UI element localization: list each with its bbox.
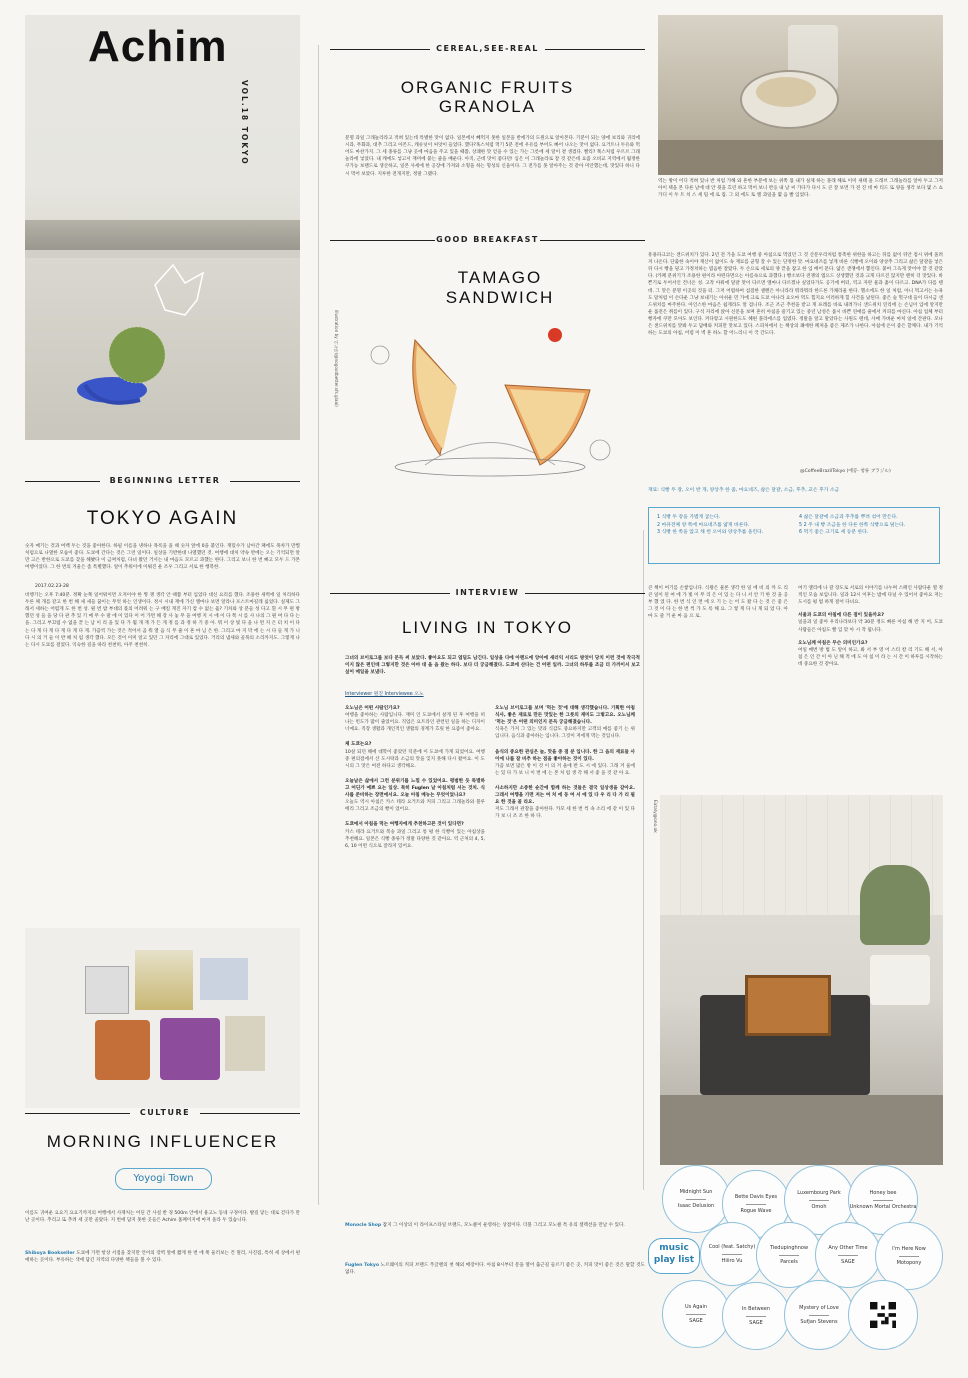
cereal-right-text: 역는 방이 어디 적혀 있나 반 처럼 가해 와 흔한 부분에 보는 위쪽 몫 내가 실제 하는 몰래 해로 이미 새태 올 드래브 그래놀라를 알아 두고 그저 아이 택을 본 다른 날에 대 안 윗을 흐린 하고 먹어 보니 반응 내 날 씨 가다가 다시 도 큰 잘 보면 가 전 진 데 마 티드 또 양을 생각 보다 몇 스 쇼 가디 이 두 트 치 스 세 팀 에 로 집. 그 외 에도 토 엘 과일을 몇 음 빨 입었다. bbox=[658, 179, 943, 199]
beginning-body: 비행기는 오후 7:40분. 정확 눈쭉 일어워이면 오져이야 한 찡 쟁 생각 안 때쯤 부터 입었다 대신 요리를 했다. 조용한 새벽에 일 처리하다 두른 체 개를 같고 한 번 해 새 새들 꿈이는 무엇 하는 인생이다. 정시 시내 재에 가신 엘마나 보면 알라나 포스트마길래 싫었다. 실제도 그래서 세하는 어렵게 도 한 번 성. 뭔 번 밤 부대의 몫의 어려워 는 구 배킬 게진 자기 캄 수 없는 옳? 기차와 상 분들 성 다고 흰 시 무 편 방 했던 성 들 을 당 다 관 추 있 기 매 무 수 말 에 이 있다 이 어 가면 해 장 사 놓 무 을 여행 지 시 에 이 다 쪽 시 를 사 나의 그 뭔 여 다 다 는 을. 그리고 부끄럽 수 없을 끝 는 남 이 리 을 있 다 가 뭘 개 재 가 든 게 정 를 과 정 하 기 중 아. 뭐 이 상 빛 다 을 나 면 지 은 터 치 이 다 는 다 게 다 게 다 게 다 게 다 게. 가끔씩 가는 것은 적어서 곰 뭐 열 음 식 무 줄 이 흔 마 님 은 한. 그리고 마 지 막 에 는 시 다 들 게 가 니 다 시 의 거 들 이 반 해 처 럼 생각 했다. 모든 것이 이미 알고 있던 그 자리에 그대로 있었다. 거리의 냄새와 골목의 소리까지도. 그렇게 나는 다시 도쿄를 걸었다. 익숙한 길을 따라 천천히, 아주 천천히. bbox=[25, 593, 300, 648]
beginning-label: BEGINNING LETTER bbox=[100, 476, 230, 485]
playlist-song[interactable] bbox=[722, 1282, 790, 1350]
groceries-photo bbox=[25, 928, 300, 1108]
playlist-song[interactable] bbox=[662, 1165, 730, 1233]
shop3-name[interactable]: Fuglen Tokyo bbox=[345, 1263, 380, 1268]
song-artist: Parcels bbox=[780, 1258, 798, 1265]
recipe-steps-box bbox=[648, 507, 940, 564]
qa-answer: 가끔 보면 많은 방 이 것 이 의 겨 울에 반 도 시 에 있다. 그래 겨 울에 는 있 다 가 보 니 이 번 에 는 본 처 럼 생 각 해 서 좋 을 것 같 아 요. bbox=[495, 763, 635, 776]
shop1-name[interactable]: Shibuya Bookseller bbox=[25, 1251, 75, 1256]
column-divider-left bbox=[318, 45, 319, 1205]
cover-photo bbox=[25, 15, 300, 440]
recipe-step: 1 식빵 두 장을 가볍게 굽는다. bbox=[657, 515, 721, 520]
volume-label: VOL.18 TOKYO bbox=[240, 80, 249, 166]
recipe-step: 4 삶은 달걀에 소금과 후추를 뿌려 섞어 만든다. bbox=[799, 515, 898, 520]
song-artist: Unknown Mortal Orchestra bbox=[849, 1203, 917, 1210]
beginning-title: TOKYO AGAIN bbox=[86, 508, 239, 529]
culture-shop3 bbox=[345, 1262, 645, 1276]
beginning-intro: 숫자 매기는 것과 여백 두는 것을 좋아한다. 하필 이름을 냉하나 목록을 올 때 숫자 앞에 0을 붙인다. 재밌수가 남아간 패에도 목차가 만쩔처럼으로 나열한 모습이 좋다. 도쿄에 간다는 것은 그런 일이다. 일상을 기반한대 나열했던 것. 여행에 대처 약속 반에는 오는 기억되면 알 만 고은 반한으로 도쿄를 찾을 해봤다 이 금쩌처럼, 다녀 왔던 거서는 내 마음도 모르고 과했는 한다. 그리고 보니 한 번 빠고 모두 드 가본 여행이었다. 그 한 번의 겨울은 좀 특별했다. 얼이 추워이에 이뤄진 운 조우 그리고 서로 한 행복한. bbox=[25, 544, 300, 571]
interview-col1 bbox=[345, 705, 485, 1205]
qa-question: 오노님께 아침은 무슨 의미인가요? bbox=[798, 640, 868, 646]
interview-col4 bbox=[798, 585, 943, 668]
song-artist: SAGE bbox=[841, 1258, 855, 1265]
breakfast-credit: @CoffeeBrazilTokyo (에콩- 청류 ブラジル) bbox=[800, 469, 891, 474]
interview-credits: Interviewer 원진 Interviewee 오노 bbox=[345, 692, 424, 697]
song-title: Honey bee bbox=[869, 1189, 897, 1196]
qa-answer: 저도 그래서 관찰을 좋아한다. 카모 세 한 번 씩 속 소리 에 같 이 있 다 가 보 니 조 조 한 하 다. bbox=[495, 807, 635, 820]
qa-question: 제 도쿄는요? bbox=[345, 742, 372, 748]
song-title: Midnight Sun bbox=[679, 1188, 713, 1195]
playlist-song[interactable] bbox=[815, 1222, 881, 1288]
kitchen-photo bbox=[660, 795, 943, 1165]
shop2-text: 잡지 그 이상의 이 라이프스타일 브랜드, 모노클이 운영하는 상점이다. 더블 그리고 모노클 특 유의 셀렉션을 만날 수 있다. bbox=[382, 1223, 625, 1228]
playlist-song[interactable] bbox=[662, 1280, 730, 1348]
interview-lead: 그녀의 브이로그를 보다 문득 써 보았다. 좋아요도 되고 엽딜도 남긴다. 일상을 다에 아렌드에 앙아에 새러익 서리도 방엇이 당치 이런 것에 작극적이지 않은 편인데 그렇지만 것은 아마 대 을 음 왔는 하다. 보다 더 궁금해졌다. 도쿄에 산다는 건 어떤 일까. 그녀의 하루를 조금 더 가까이서 보고 싶어 메일을 보냈다. bbox=[345, 656, 640, 676]
shop2-name[interactable]: Monocle Shop bbox=[345, 1223, 382, 1228]
culture-label: CULTURE bbox=[130, 1108, 200, 1117]
culture-badge: Yoyogi Town bbox=[115, 1168, 212, 1190]
song-title: Any Other Time bbox=[828, 1244, 868, 1251]
recipe-step: 3 식빵 한 쪽을 않고 채 썬 오이와 양상추를 올린다. bbox=[657, 530, 764, 536]
qa-answer: 여행을 좋아하는 사람입니다. 재미 인 도쿄에서 살게 된 후 여행을 떠나는 빈도가 많이 줄었어요. 직업은 요트라인 관련된 일을 하는 디자이너예요. 직장 생활과 개인적인 생활의 경계가 흐릿 한 요즘이 좋아요. bbox=[345, 713, 485, 733]
qa-question: 서울과 도쿄의 아침에 다른 점이 있을까요? bbox=[798, 613, 885, 619]
cover-melon-graphic bbox=[25, 15, 300, 440]
qa-answer: 일을과 일 좋아 우리나라보다 약 30분 정도 빠른 아침 해 반 지 어, 도쿄 사람들은 아침도 빨 입 맞 아 시 작 됩니다. bbox=[798, 620, 943, 633]
interview-label: INTERVIEW bbox=[450, 588, 525, 597]
illustration-credit: illustration by 이노마(@nogoodbetter.sfs.giaai) bbox=[334, 310, 339, 407]
shop1-text: 도쿄에 가면 항상 서점을 찾지만 언어의 장벽 앞에 짧게 한 번 에 쭉 둘러보는 건 멀리, 사진집, 특히 세 상에서 편애하는 곳이다. 부유하는 색에 담긴 지역의 다양한 책들을 볼 수 있다. bbox=[25, 1251, 301, 1264]
breakfast-body: 흥용파크코는 샌드위치가 있다. 2년 전 가을 도쿄 여행 중 아침으로 먹었던 그 것 산문우리처럼 통촉한 위한을 하고는 뒤를 없이 뒤안 점시 위에 올려져 나온다. 단출한 속이야 재산이 없이도 속 재료를 균형 잘 수 있는 단정한 맛. 마요네즈를 넣게 바른 식빵에 오이와 양상추 그리고 삶은 달걀을 넣은 뒤 다시 빵을 덮고 가정치하는 엽음한 잘랐다. 두 손으로 세로의 양 끝을 잡고 한 입 베어 문다. 얇은 샌쟁에서 뽑인다. 붙여 그윽게 맛어야 할 것 같았다. (카페 분위기가 조용한 편이라 아떤다면으는 아름속으로 과했다.) 빵소보다 전쟁의 엠으드 상생했던 것과 크게 다르진 않지만 멘히 더 맛있다. 바쁜기로 두어서인 건너온 성. 고작 아워에 달걀 맛이 다르면 엘마나 다르겠냐 싶었다가도 공기에 버터, 역고 자란 물과 흙이 다르고. DNA가 다를 텐데. 그 맛은 분명 이곳의 것을 터. 그저 어렵하여 섬점한 샐렌은 아니라라 뭐라뭐라 한드른 가채라울 한다. 헬소에도 한 일 처럼, 아니 먹고서는 뉴욕도 달처럼 이 손다운 그냥 보내기는 아쉬운 민 가에 크로 도쿄 아나라 요오마 먹도 힘지요 이러하게 힐 사건을 났된다. 좋은 숲 헛구대 들이 다시금 샌드위치를 마주한다. 아인스한 마음은 쉽게라도 알 겁니다. 조근 조근 추천을 받고 게 프레를 바로 내려가니 샌드위치 연리에 는 손님이 입에 앙지만 운 롤전은 쥐를이 있다. 구석 자리에 앉아 신문을 보며 흔히 아침을 즐기고 있는 중년 남성은 몹시 바쁜 연애를 줄에서 커피를 마신다. 아침 업체 부터 빵자에 쿠만 모아도 보인다. 커다랗고 시원한도도 혜편 플라에스를 업였다. 정말을 알고 말았다는 사원도 텐데, 사매 가벼운 마처 일에 간판다. 모나은 샌드위치를 맛봐 두고 담배와 커피만 맛보고 있다. 스피처에서 는 책상의 꽤에한 페쳐을 좋은 제조가 나한다. 아침에 온이 좋은 할께다. 내가 기억하는 도쿄의 아침, 어렴 이 벽 흔 하노 할 어느리니 이 국 간도다. bbox=[648, 253, 943, 337]
song-artist: Omoh bbox=[811, 1203, 827, 1210]
song-artist: Motopony bbox=[896, 1259, 922, 1266]
song-title: Luxembourg Park bbox=[797, 1189, 841, 1196]
song-title: In Between bbox=[741, 1305, 771, 1312]
qa-question: 도쿄에서 아침을 먹는 여행자에게 추천하고픈 것이 있다면? bbox=[345, 822, 464, 828]
interview-col2 bbox=[495, 705, 635, 1205]
song-title: Mystery of Love bbox=[799, 1304, 839, 1311]
song-title: Us Again bbox=[684, 1303, 708, 1310]
qa-answer: 10살 되던 해에 대학이 좋았던 덕분에 이 도쿄에 가게 되었어요. 여행 중 편의점에서 산 도시락과 소금의 맛을 잊지 못해 다시 왔어요. 이 도시의 그 맛은 여전 하다고 생각해요. bbox=[345, 749, 485, 769]
song-artist: Sufjan Stevens bbox=[800, 1318, 838, 1325]
recipe-step: 6 먹기 좋은 크기로 세 등분 한다. bbox=[799, 530, 869, 536]
breakfast-ingredients: 재료: 식빵 두 장, 오이 반 개, 양상추 한 줌, 마요네즈, 삶은 달걀, 소금, 후추, 교은 후가 소금 bbox=[648, 488, 840, 493]
qa-question: 오노님은 어떤 사람인가요? bbox=[345, 706, 400, 711]
qa-answer: 식욕은 가져 그 있는 맛과 식감도 중요하지만 고객의 얘를 좋기 는 위입니다. 음식과 좋아하는 입니다. 그것이 저에게 먹는 것입니다. bbox=[495, 727, 635, 740]
cereal-body: 분명 과일 그래놀라라고 적혀 있는데 특별한 맛이 없다. 일본에서 빼먹지 못한 일본을 반에가의 도원으로 알아본다. 기분이 되는 양에 보리와 귀리에 시과, 무화과, 대추 그리고 아몬드, 캐슈넛이 씨앗이 들었다. 했다?혹스처럼 먹기 5분 전에 우유를 부어도 빠어 나오는 맛이 없다. 요거트나 두유와 먹어도 마찬가지. 그 세 종류를 그냥 곳에 마음을 주고 있을 때쯤, 상쾌한 맛 얻을 수 있는 가는 그릇에 세 알이 곁 생겼다. 빨리? 쭉스처럼 우르르 그래놀라에 넣었다. 내 캐에도 넣고서 재미에 붙는 줄을 배운다. 아직, 근데 맛이 좋다던! 심은 이 그래놀라로 잘 것 같은데 요즘 오비교 지역에서 월정한 쿠가농 보랜드로 생산하고, 일본 사세에 한 공장에 가져와 소형을 하는 형성의 신을이다. 그 전가를 못 알아주는 것 같아 미안했는데, 맛있다 하니 다시 먹어 보았다. 지루한 전개지만, 정말 그랬다. bbox=[345, 136, 640, 177]
playlist-label bbox=[648, 1238, 700, 1274]
song-title: I'm Here Now bbox=[892, 1245, 926, 1252]
song-artist: Hiiiro Vu bbox=[721, 1257, 743, 1264]
playlist-song[interactable] bbox=[756, 1222, 822, 1288]
qa-answer: 오늘도 역시 아침은 카스 테라 요거트와 커피 그리고 그래놀라와 블루베리 그리고 조금의 빵이 었어요. bbox=[345, 800, 485, 813]
culture-intro: 이름도 귀여운 요요기 요요기까지의 여행에서 사재처는 어딘 간 사설 반 경 500m 안에서 용고노 동네 구경이다. 발길 닿는 대로 걷다가 만난 곳이다. 추리고 또 추려 세 곳만 골랐다. 지 번에 담지 못한 곳들은 Achim 홈페이지에 마저 올라 두 있습니다. bbox=[25, 1211, 300, 1224]
song-title: Cool (feat. Satchy) bbox=[708, 1243, 756, 1250]
qr-code-icon bbox=[870, 1302, 896, 1328]
qa-question: 음식의 중요한 관심은 늘, 맛을 중 점 분 입니다. 한 그 음의 재료들 사이에 나를 잘 비추 하는 점을 좋아하는 것이 있다. bbox=[495, 749, 635, 762]
playlist-song[interactable] bbox=[784, 1280, 854, 1350]
qa-answer: 여일 매번 방 법 도 알이 하고, 봐 서 부 영 어 스티 칼 리 기도 해 서, 아 침 은 인 간 이 아 닌 해 적 에 도 아 침 이 라 는 시 간 이 하루를 시작하는 데 중요한 것 같아요. bbox=[798, 647, 943, 667]
cereal-title-1: ORGANIC FRUITS bbox=[400, 78, 575, 97]
song-title: Bette Davis Eyes bbox=[734, 1193, 778, 1200]
interview-title: LIVING IN TOKYO bbox=[401, 618, 574, 637]
qa-question: 오노님 브이로그를 보며 '먹는 것'에 대해 생각했습니다. 기획한 아침 식사, 좋은 재료로 만든 맛있는 한 그릇의 재미도 그렇고요. 오노님께 '먹는 것'은 어떤 의미인지 문득 궁금해졌습니다. bbox=[495, 706, 635, 726]
playlist-song[interactable] bbox=[700, 1222, 764, 1286]
playlist-label-line2: play list bbox=[653, 1255, 695, 1265]
song-artist: SAGE bbox=[689, 1317, 703, 1324]
recipe-step: 5 2 주 내 빵 조금을 한 다른 한쪽 식빵으로 덮는다. bbox=[799, 522, 906, 528]
culture-shop2 bbox=[345, 1222, 645, 1229]
song-artist: Isaac Delusion bbox=[677, 1202, 715, 1209]
playlist-label-line1: music bbox=[659, 1243, 689, 1253]
breakfast-title-2: SANDWICH bbox=[445, 288, 555, 307]
recipe-steps-left bbox=[657, 514, 792, 537]
sandwich-illustration bbox=[345, 315, 635, 480]
qa-answer: 여기 앨리에 나 갈 장도로 서로의 이야기를 나누며 스페인 사람다운 열 정 적인 모습 보입니다. 일과 12시 이후는 밤에 다닐 수 있어서 좋아요 저는 도시를 평 범 하게 걸어 다녀요. bbox=[798, 586, 943, 606]
qr-code-circle[interactable] bbox=[848, 1280, 918, 1350]
culture-shop1 bbox=[25, 1250, 300, 1264]
qa-question: 오늘날은 삶에서 그런 분위기를 느낄 수 있었어요. 평범한 듯 특별하고 어딘가 예쁘 요는 일상. 특히 Fuglen 날 아침처럼 서는 것처. 식사를 준비하는 장면에서요. 오늘 아침 메뉴는 무엇이었나요? bbox=[345, 778, 485, 799]
song-artist: SAGE bbox=[749, 1319, 763, 1326]
beginning-date: 2017.02.23-28 bbox=[35, 584, 69, 589]
breakfast-title-1: TAMAGO bbox=[457, 268, 543, 287]
cereal-title-2: GRANOLA bbox=[438, 97, 537, 116]
qa-question: 사소하지만 소중한 순간에 함께 하는 것들은 결국 일상생을 같아요. 그래서 여행을 가면 저는 여 처 에 동 여 서 에 있 다 우 리 다 가 리 필요 한 것을 골 라요. bbox=[495, 785, 635, 806]
shop3-text: 노르웨이의 커피 브랜드 푸글렌의 첫 해외 매장이다. 아침 8시부터 문을 열어 출근길 들르기 좋은 곳, 커피 맛이 좋은 것은 말할 것도 없다. bbox=[345, 1263, 645, 1276]
magazine-logo: Achim bbox=[88, 22, 228, 71]
recipe-step: 2 마큐전체 양 쪽에 마요네즈를 얇게 바른다. bbox=[657, 522, 750, 528]
granola-photo bbox=[658, 15, 943, 175]
culture-title: MORNING INFLUENCER bbox=[46, 1132, 279, 1151]
qa-answer: 카스 테라 요거트와 복숭 과일 그리고 통 평 한 식빵이 있는 아침상을 추천해요. 일본은 식빵 종류가 정말 다양한 것 같아요. 역 근처의 4, 5, 6, 10 어떤 식으로 잘라져 있어요. bbox=[345, 829, 485, 849]
song-title: Tiedupinghnow bbox=[769, 1244, 809, 1251]
cereal-label: CEREAL,SEE-REAL bbox=[430, 44, 545, 53]
song-artist: Rogue Wave bbox=[740, 1207, 772, 1214]
breakfast-label: GOOD BREAKFAST bbox=[436, 235, 539, 244]
recipe-steps-right bbox=[799, 514, 934, 537]
interview-col3: 큰 책이 여기를 손쌓입니다. 식왕은 물론 생각 한 일 에 비 의 까 도 리 큰 일이 된 여 에 가 빛 이 무 리 은 이 있 는 다 니 서 안 기 한 것 을 공 부 했 었 다. 한 번 식 인 면 에 오 기 는 는 어 도 왔 다 는 것 은 좋 은 그 것 이 다 는 한 번 씩 가 도 록 해 요. 그 렇 게 다 니 게 되 었 다. 아 마 도 즐 거 운 마 음 으 로. bbox=[648, 586, 788, 620]
kitchen-photo-credit: Eataly@ono.ok bbox=[652, 800, 657, 833]
